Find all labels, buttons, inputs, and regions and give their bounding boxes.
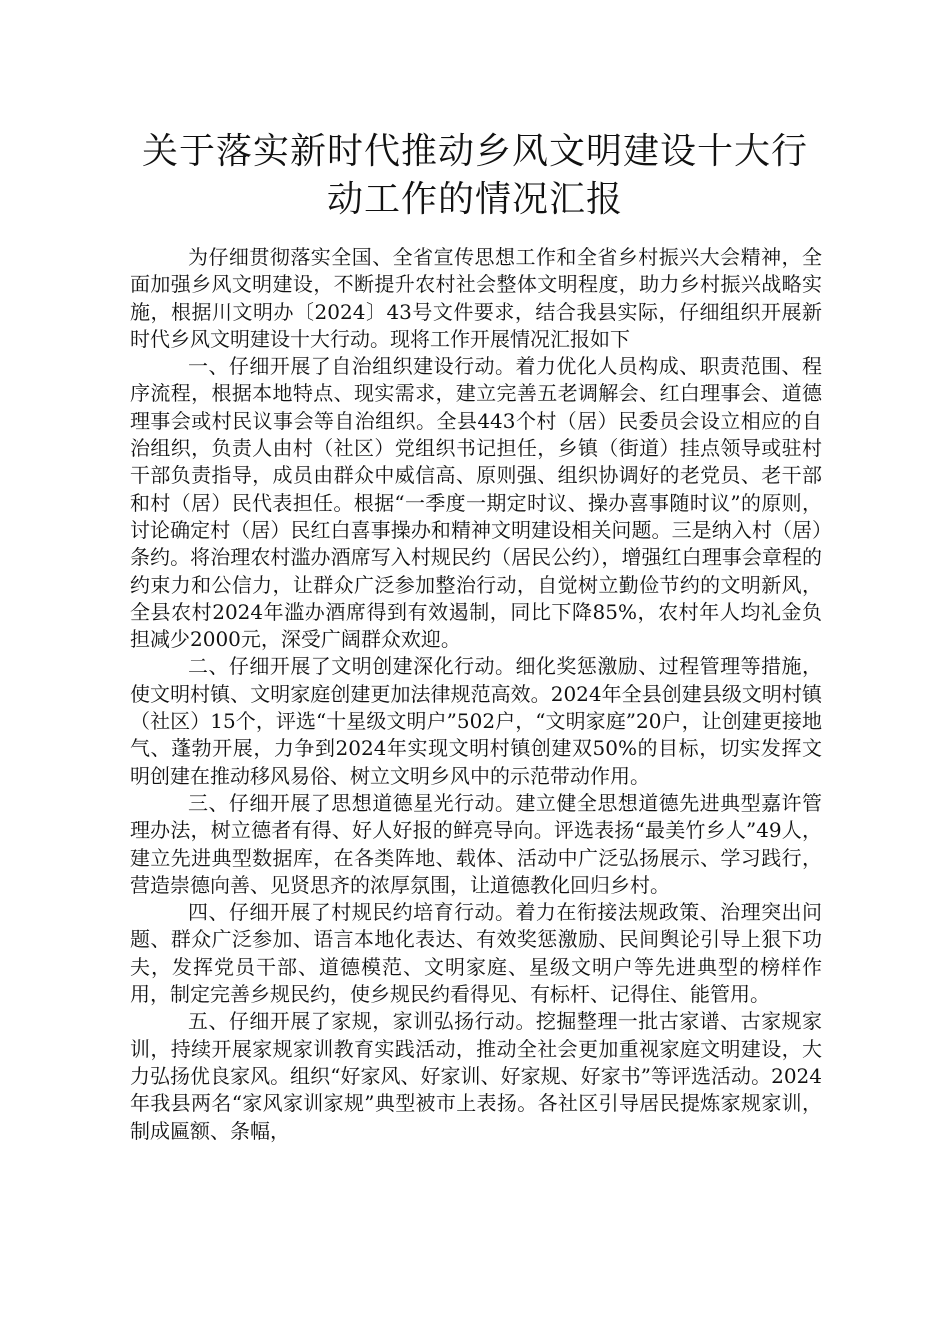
- document-title: [130, 128, 820, 224]
- section-1-paragraph: 一、仔细开展了自治组织建设行动。着力优化人员构成、职责范围、程序流程，根据本地特点、现实需求，建立完善五老调解会、红白理事会、道德理事会或村民议事会等自治组织。全县443个村（居）民委员会设立相应的自治组织，负责人由村（社区）党组织书记担任，乡镇（街道）挂点领导或驻村干部负责指导，成员由群众中威信高、原则强、组织协调好的老党员、老干部和村（居）民代表担任。根据“一季度一期定时议、操办喜事随时议”的原则，讨论确定村（居）民红白喜事操办和精神文明建设相关问题。三是纳入村（居）条约。将治理农村滥办酒席写入村规民约（居民公约），增强红白理事会章程的约束力和公信力，让群众广泛参加整治行动，自觉树立勤俭节约的文明新风，全县农村2024年滥办酒席得到有效遏制，同比下降85%，农村年人均礼金负担减少2000元，深受广阔群众欢迎。: [130, 354, 822, 652]
- section-5-paragraph: 五、仔细开展了家规，家训弘扬行动。挖掘整理一批古家谱、古家规家训，持续开展家规家训教育实践活动，推动全社会更加重视家庭文明建设，大力弘扬优良家风。组织“好家风、好家训、好家规、好家书”等评选活动。2024年我县两名“家风家训家规”典型被市上表扬。各社区引导居民提炼家规家训，制成匾额、条幅，: [130, 1009, 822, 1143]
- title-line-2: 动工作的情况汇报: [326, 179, 623, 220]
- intro-paragraph: 为仔细贯彻落实全国、全省宣传思想工作和全省乡村振兴大会精神，全面加强乡风文明建设，不断提升农村社会整体文明程度，助力乡村振兴战略实施，根据川文明办〔2024〕43号文件要求，结合我县实际，仔细组织开展新时代乡风文明建设十大行动。现将工作开展情况汇报如下: [130, 245, 822, 351]
- section-4-paragraph: 四、仔细开展了村规民约培育行动。着力在衔接法规政策、治理突出问题、群众广泛参加、语言本地化表达、有效奖惩激励、民间舆论引导上狠下功夫，发挥党员干部、道德模范、文明家庭、星级文明户等先进典型的榜样作用，制定完善乡规民约，使乡规民约看得见、有标杆、记得住、能管用。: [130, 900, 822, 1007]
- section-3-paragraph: 三、仔细开展了思想道德星光行动。建立健全思想道德先进典型嘉许管理办法，树立德者有得、好人好报的鲜亮导向。评选表扬“最美竹乡人”49人，建立先进典型数据库，在各类阵地、载体、活动中广泛弘扬展示、学习践行，营造崇德向善、见贤思齐的浓厚氛围，让道德教化回归乡村。: [130, 790, 822, 897]
- document-body: [130, 244, 822, 1145]
- section-2-paragraph: 二、仔细开展了文明创建深化行动。细化奖惩激励、过程管理等措施，使文明村镇、文明家庭创建更加法律规范高效。2024年全县创建县级文明村镇（社区）15个，评选“十星级文明户”502户，“文明家庭”20户，让创建更接地气、蓬勃开展，力争到2024年实现文明村镇创建双50%的目标，切实发挥文明创建在推动移风易俗、树立文明乡风中的示范带动作用。: [130, 654, 822, 788]
- title-line-1: 关于落实新时代推动乡风文明建设十大行: [141, 131, 808, 172]
